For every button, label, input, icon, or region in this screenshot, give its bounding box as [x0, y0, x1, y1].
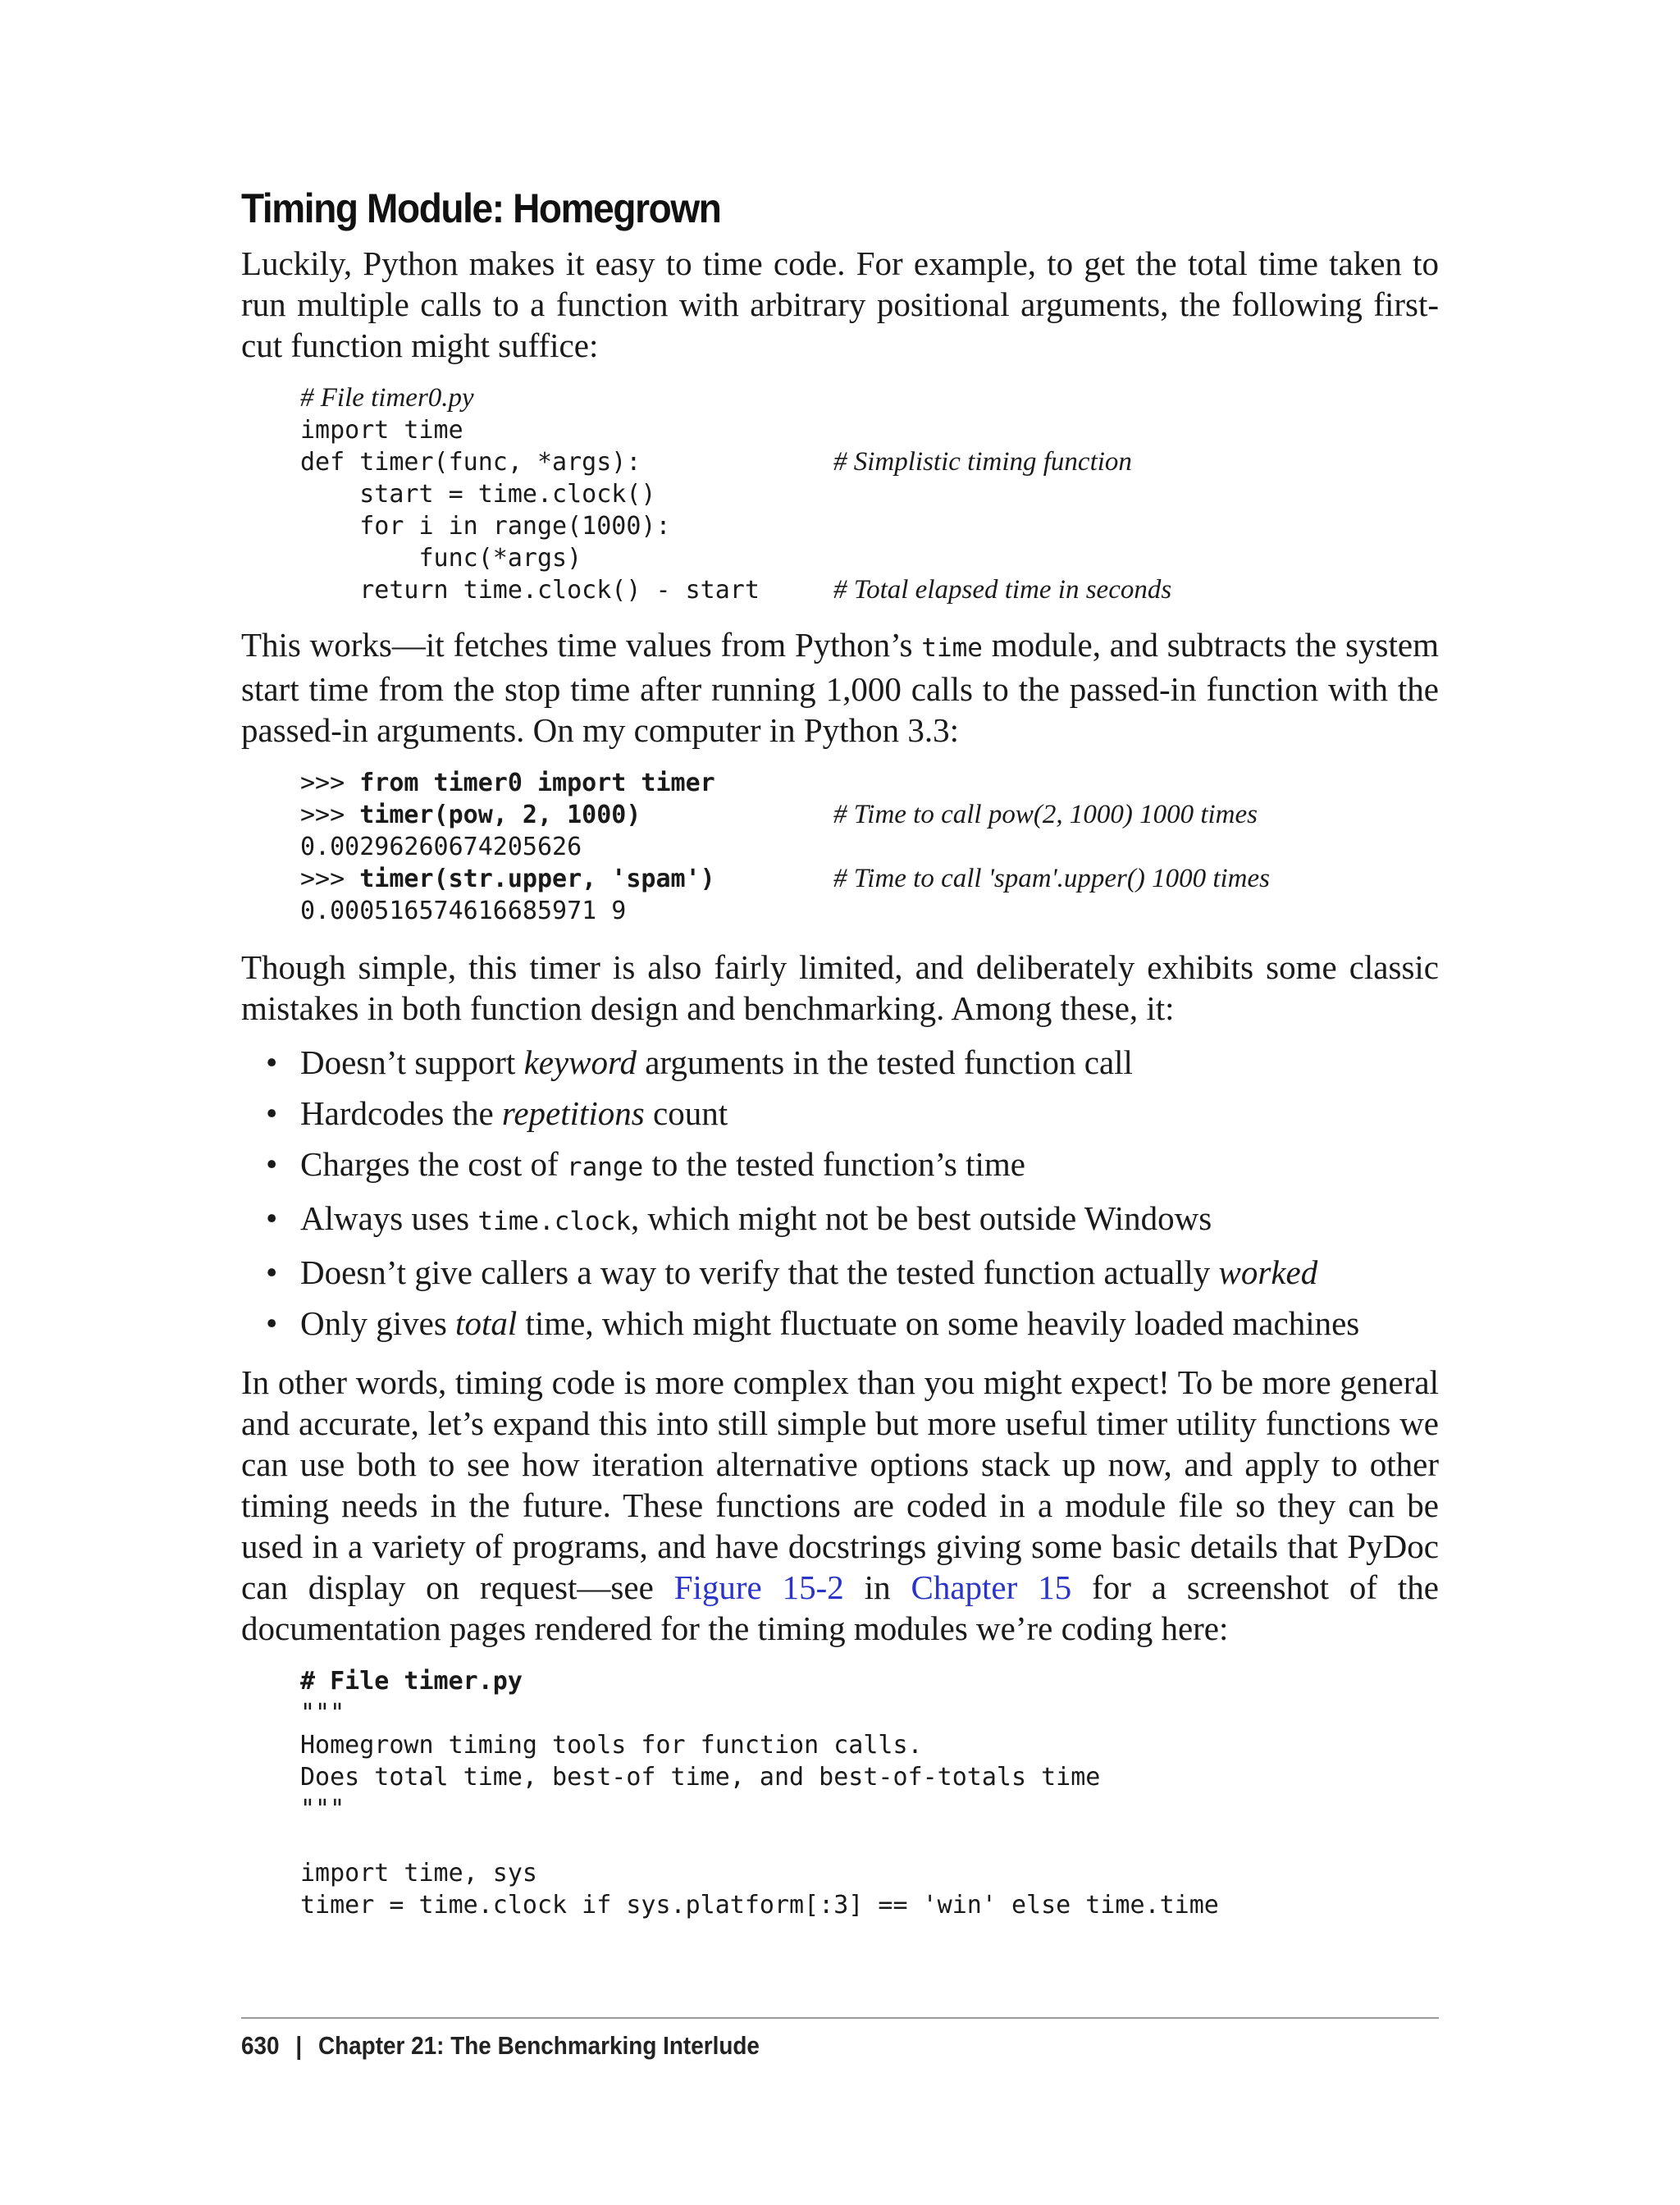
code-line: """: [300, 1795, 345, 1824]
limitations-list: [241, 1037, 1439, 1349]
code-line: Does total time, best-of time, and best-of-totals time: [300, 1763, 1101, 1792]
code-block-timer0: [241, 382, 1439, 606]
list-item: • Always uses time.clock, which might not be best outside Windows: [241, 1193, 1439, 1247]
code-line: Homegrown timing tools for function calls.: [300, 1731, 923, 1760]
list-item: • Charges the cost of range to the tested function’s time: [241, 1139, 1439, 1193]
footer-divider: [241, 2017, 1439, 2019]
inline-code: time.clock: [477, 1207, 632, 1236]
general-paragraph: In other words, timing code is more complex than you might expect! To be more general and accurate, let’s expand this into still simple but more useful timer utility functions we can use both to see how iteration alternative options stack up now, and apply to other timing needs in the future. These functions are coded in a module file so they can be used in a variety of programs, and have docstrings giving some basic details that PyDoc can display on request—see Figure 15-2 in Chapter 15 for a screenshot of the documentation pages rendered for the timing modules we’re coding here:: [241, 1363, 1440, 1647]
code-comment: # Time to call pow(2, 1000) 1000 times: [833, 800, 1258, 829]
inline-code: time: [921, 633, 983, 663]
code-line: def timer(func, *args): # Simplistic timing function: [300, 447, 1132, 477]
list-item: • Only gives total time, which might fluctuate on some heavily loaded machines: [241, 1298, 1439, 1349]
code-line: # File timer.py: [300, 1667, 523, 1696]
figure-link[interactable]: Figure 15-2: [673, 1568, 844, 1606]
page-footer: [241, 2029, 760, 2062]
code-comment: # Total elapsed time in seconds: [833, 575, 1172, 605]
code-line: [300, 1825, 1439, 1857]
code-block-timer: [241, 1665, 1439, 1921]
code-line: timer = time.clock if sys.platform[:3] == 'win' else time.time: [300, 1891, 1219, 1920]
list-item: • Doesn’t support keyword arguments in the tested function call: [241, 1037, 1439, 1088]
inline-code: range: [566, 1153, 644, 1182]
code-output: 0.00296260674205626: [300, 833, 582, 861]
running-chapter-title: Chapter 21: The Benchmarking Interlude: [317, 2031, 760, 2060]
list-item: • Hardcodes the repetitions count: [241, 1088, 1439, 1139]
footer-separator: |: [295, 2031, 303, 2060]
code-line: >>> from timer0 import timer: [300, 769, 715, 797]
code-line: for i in range(1000):: [300, 512, 671, 541]
code-output: 0.000516574616685971 9: [300, 897, 627, 925]
intro-paragraph: Luckily, Python makes it easy to time code. For example, to get the total time taken to run multiple calls to a function with arbitrary positional arguments, the following first-cut function might suffice:: [241, 244, 1439, 364]
works-paragraph: This works—it fetches time values from Python’s time module, and subtracts the system start time from the stop time after running 1,000 calls to the passed-in function with the passed-in arguments. On my computer in Python 3.3:: [241, 626, 1439, 749]
code-line: import time: [300, 416, 463, 445]
code-line: """: [300, 1699, 345, 1728]
section-heading: Timing Module: Homegrown: [241, 185, 721, 231]
list-item: • Doesn’t give callers a way to verify that the tested function actually worked: [241, 1247, 1439, 1298]
code-line: # File timer0.py: [300, 383, 474, 413]
code-line: >>> timer(pow, 2, 1000) # Time to call pow(2, 1000) 1000 times: [300, 800, 1258, 829]
limits-paragraph: Though simple, this timer is also fairly limited, and deliberately exhibits some classic mistakes in both function design and benchmarking. Among these, it:: [241, 948, 1439, 1027]
code-comment: # Simplistic timing function: [833, 447, 1132, 477]
code-line: start = time.clock(): [300, 480, 656, 509]
code-line: import time, sys: [300, 1859, 537, 1888]
page-content: [241, 182, 1439, 1921]
code-line: return time.clock() - start # Total elapsed time in seconds: [300, 575, 1172, 605]
code-block-interactive: [241, 767, 1439, 927]
page-number: 630: [241, 2031, 280, 2060]
chapter-link[interactable]: Chapter 15: [911, 1568, 1072, 1606]
code-line: >>> timer(str.upper, 'spam') # Time to call 'spam'.upper() 1000 times: [300, 864, 1270, 893]
code-comment: # Time to call 'spam'.upper() 1000 times: [833, 864, 1270, 893]
code-line: func(*args): [300, 544, 582, 573]
